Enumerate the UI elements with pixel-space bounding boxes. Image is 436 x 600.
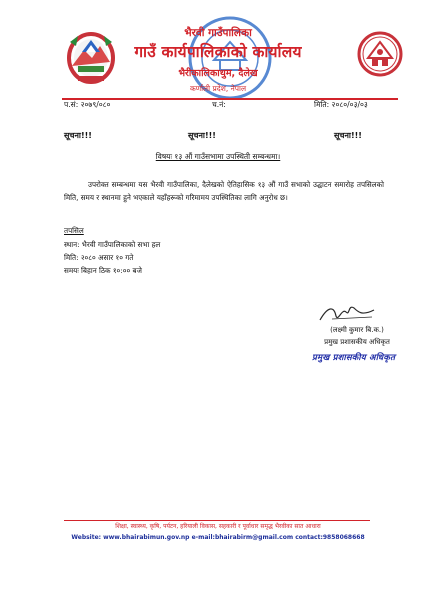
signature	[318, 302, 378, 324]
body-paragraph: उपरोक्त सम्बन्धमा यस भैरवी गाउँपालिका, दैलेखको ऐतिहासिक १३ औं गाउँ सभाको उद्घाटन समारोह तपसिलको मिति, समय र स्थानमा हुने भएकाले यहाँहरूको गरिमामय उपस्थितिका लागि अनुरोध छ।	[64, 180, 384, 202]
subject-text: विषयः १३ औं गाउँसभामा उपस्थिती सम्बन्धमा।	[155, 152, 281, 161]
designation-stamp: प्रमुख प्रशासकीय अधिकृत	[312, 353, 396, 363]
details-date: मिति: २०८० असार १० गते	[64, 253, 134, 262]
notice-heading-center: सूचना!!!	[188, 131, 216, 140]
signatory-title: प्रमुख प्रशासकीय अधिकृत	[324, 338, 390, 346]
notice-heading-left: सूचना!!!	[64, 131, 92, 140]
org-name: भैरवी गाउँपालिका	[184, 27, 252, 39]
letter-date: मिति: २०८०/०३/०३	[314, 100, 368, 109]
province: कर्णाली प्रदेश, नेपाल	[189, 84, 247, 93]
signatory-name: (लक्ष्मी कुमार बि.क.)	[330, 326, 384, 334]
details-time: समयः बिहान ठिक १०:०० बजे	[64, 266, 142, 275]
footer-tagline: शिक्षा, स्वास्थ्य, कृषि, पर्यटन, हरियाली विकास, सहकारी र पूर्वाधार समृद्ध भैरवीका सात आधारा	[115, 523, 321, 530]
dispatch-number: च.नं:	[212, 100, 226, 109]
office-title: गाउँ कार्यपालिकाको कार्यालय	[134, 43, 302, 61]
details-heading: तपसिल	[64, 226, 84, 235]
subject-line	[0, 152, 436, 162]
footer-contact: Website: www.bhairabimun.gov.np e-mail:bhairabirm@gmail.com contact:9858068668	[71, 534, 365, 541]
details-place: स्थान: भैरवी गाउँपालिकाको सभा हल	[64, 240, 161, 249]
letter-number: प.सं: २०७९/०८०	[64, 100, 111, 109]
notice-heading-right: सूचना!!!	[334, 131, 362, 140]
office-location: भैरीकालिकाथुम, दैलेख	[178, 68, 258, 79]
footer-divider	[64, 520, 370, 521]
